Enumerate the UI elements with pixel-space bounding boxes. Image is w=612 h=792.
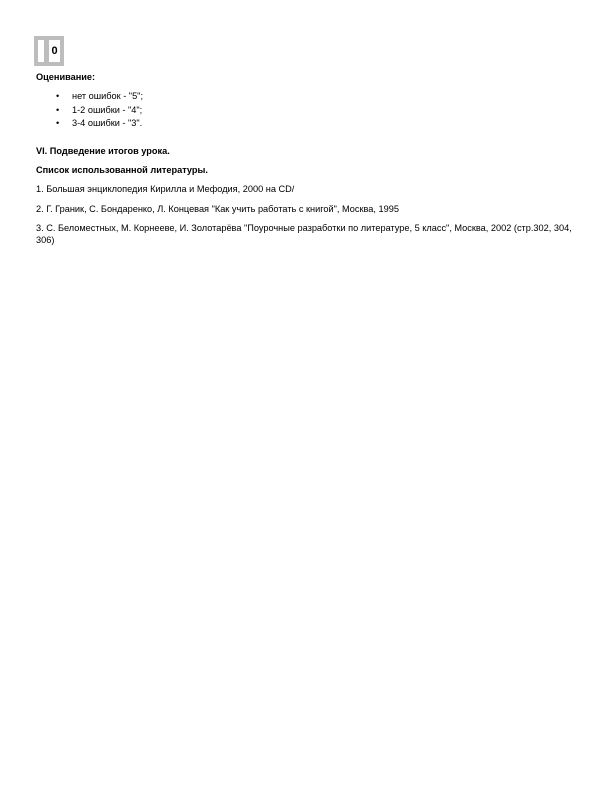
bibliography-entry: 1. Большая энциклопедия Кирилла и Мефодия, 2000 на CD/ bbox=[36, 184, 295, 194]
bullet-icon: • bbox=[56, 91, 60, 101]
list-item bbox=[36, 117, 143, 131]
bibliography-entry: 2. Г. Граник, С. Бондаренко, Л. Концевая "Как учить работать с книгой", Москва, 1995 bbox=[36, 204, 399, 214]
list-item bbox=[36, 90, 143, 104]
grading-heading: Оценивание: bbox=[36, 72, 96, 82]
page-counter-widget bbox=[34, 36, 64, 66]
bullet-icon: • bbox=[56, 104, 60, 115]
counter-slot bbox=[38, 40, 44, 62]
list-item-text: 3-4 ошибки - "3". bbox=[72, 118, 143, 128]
list-item-text: нет ошибок - "5"; bbox=[72, 91, 143, 101]
list-item bbox=[36, 104, 143, 118]
section-vi-heading: VI. Подведение итогов урока. bbox=[36, 146, 170, 156]
bullet-icon: • bbox=[56, 118, 60, 128]
bibliography-entry: 3. С. Беломестных, М. Корнееве, И. Золотарёва "Поурочные разработки по литературе, 5 класс", Москва, 2002 (стр.302, 304, 306) bbox=[36, 223, 572, 245]
grading-list bbox=[36, 90, 143, 131]
bibliography-heading: Список использованной литературы. bbox=[36, 165, 208, 175]
counter-digit: 0 bbox=[49, 40, 60, 62]
list-item-text: 1-2 ошибки - "4"; bbox=[72, 104, 143, 115]
